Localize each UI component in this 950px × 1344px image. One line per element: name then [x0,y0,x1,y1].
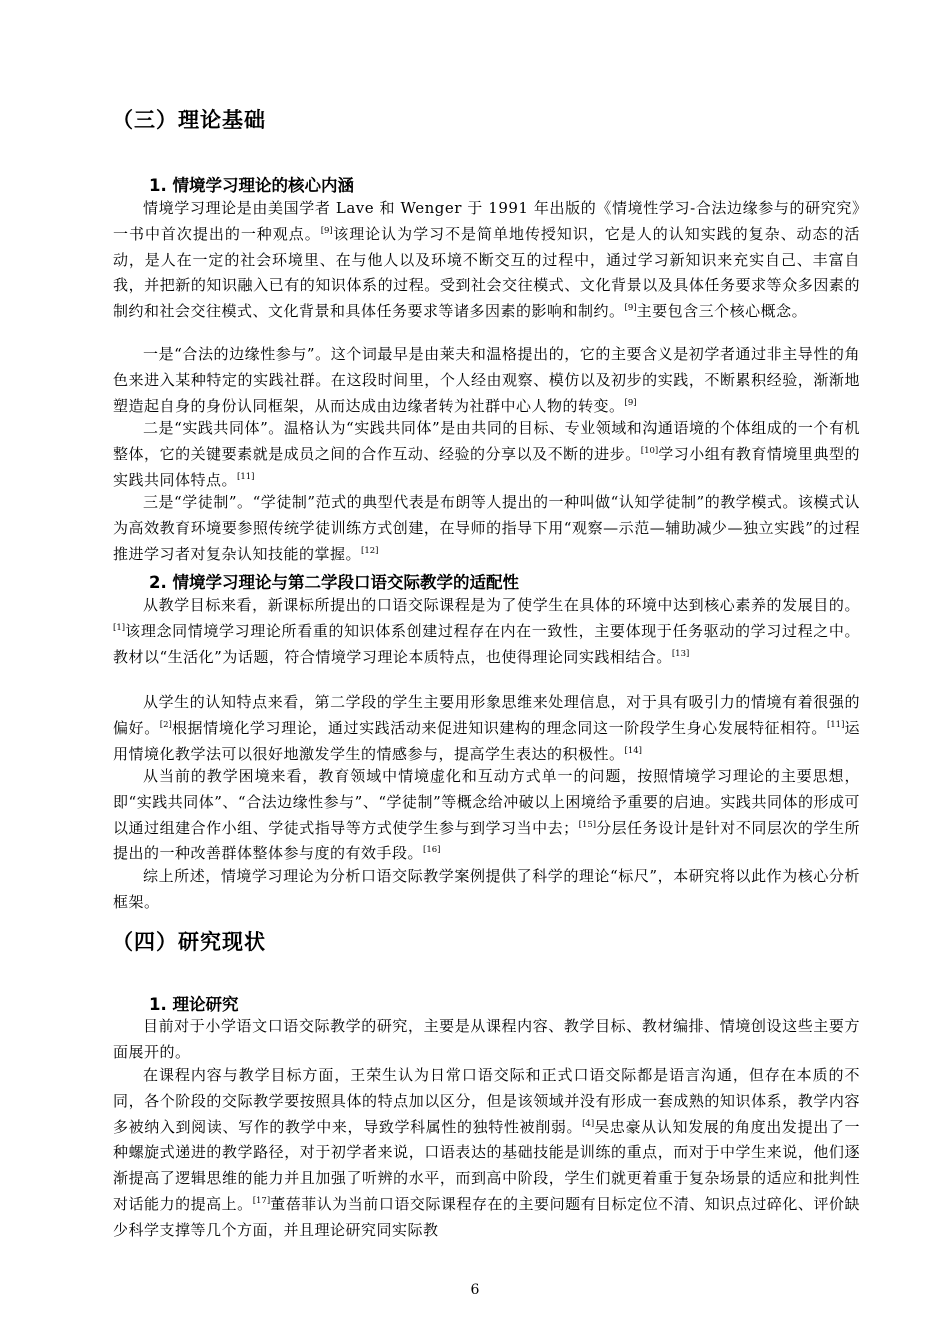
citation-marker: [11] [237,471,255,482]
paragraph-text: 情境学习理论是由美国学者 Lave 和 Wenger 于 1991 年出版的《情境性学习-合法边缘参与的研究究》一书中首次提出的一种观点。 [113,199,860,243]
paragraph-text: 运用情境化教学法可以很好地激发学生的情感参与，提高学生表达的积极性。 [113,718,860,763]
paragraph [113,342,860,419]
citation-marker: [16] [423,845,441,856]
subsection-heading-core-connotation: 1. 情境学习理论的核心内涵 [149,176,354,195]
citation-marker: [4] [582,1118,595,1129]
paragraph [113,490,860,567]
paragraph-text: 一是“合法的边缘性参与”。这个词最早是由莱夫和温格提出的，它的主要含义是初学者通过非主导性的角色来进入某种特定的实践社群。在这段时间里，个人经由观察、模仿以及初步的实践，不断累积经验，渐渐地塑造起自身的身份认同框架，从而达成由边缘者转为社群中心人物的转变。 [113,345,860,415]
paragraph-text: 从教学目标来看，新课标所提出的口语交际课程是为了使学生在具体的环境中达到核心素养的发展目的。 [143,596,860,614]
paragraph-text: 董蓓菲认为当前口语交际课程存在的主要问题有目标定位不清、知识点过碎化、评价缺少科学支撑等几个方面，并且理论研究同实际教 [113,1194,860,1239]
paragraph-text: 从学生的认知特点来看，第二学段的学生主要用形象思维来处理信息，对于具有吸引力的情境有着很强的偏好。 [113,693,860,737]
paragraph [113,1063,860,1244]
paragraph-text: 从当前的教学困境来看，教育领域中情境虚化和互动方式单一的问题，按照情境学习理论的主要思想，即“实践共同体”、“合法边缘性参与”、“学徒制”等概念给冲破以上困境给予重要的启迪。实践共同体的形成可以通过组建合作小组、学徒式指导等方式使学生参与到学习当中去； [113,767,860,837]
paragraph [113,196,860,325]
paragraph-text: 学习小组有教育情境里典型的实践共同体特点。 [113,444,860,489]
paragraph [113,864,860,916]
citation-marker: [13] [671,648,690,659]
page-number: 6 [470,1282,480,1298]
citation-marker: [11] [826,719,845,730]
paragraph-text: 该理论认为学习不是简单地传授知识，它是人的认知实践的复杂、动态的活动，是人在一定的社会环境里、在与他人以及环境不断交互的过程中，通过学习新知识来充实自己、丰富自我，并把新的知识融入已有的知识体系的过程。受到社会交往模式、文化背景以及具体任务要求等众多因素的制约和社会交往模式、文化背景和具体任务要求等诸多因素的影响和制约。 [113,224,860,321]
citation-marker: [12] [361,545,379,556]
paragraph-text: 吴忠豪从认知发展的角度出发提出了一种螺旋式递进的教学路径，对于初学者来说，口语表达的基础技能是训练的重点，而对于中学生来说，他们逐渐提高了逻辑思维的能力并且加强了听辨的水平，而到高中阶段，学生们就更着重于复杂场景的适应和批判性对话能力的提高上。 [113,1117,860,1213]
paragraph-text: 主要包含三个核心概念。 [636,302,808,321]
paragraph-text: 该理念同情境学习理论所看重的知识体系创建过程存在内在一致性，主要体现于任务驱动的学习过程之中。教材以“生活化”为话题，符合情境学习理论本质特点，也使得理论同实践相结合。 [113,621,860,666]
paragraph-text: 三是“学徒制”。“学徒制”范式的典型代表是布朗等人提出的一种叫做“认知学徒制”的教学模式。该模式认为高效教育环境要参照传统学徒训练方式创建，在导师的指导下用“观察—示范—辅助减少—独立实践”的过程推进学习者对复杂认知技能的掌握。 [113,493,860,563]
citation-marker: [10] [640,445,659,456]
paragraph-text: 二是“实践共同体”。温格认为“实践共同体”是由共同的目标、专业领域和沟通语境的个体组成的一个有机整体，它的关键要素就是成员之间的合作互动、经验的分享以及不断的进步。 [113,419,860,463]
paragraph-text: 综上所述，情境学习理论为分析口语交际教学案例提供了科学的理论“标尺”，本研究将以此作为核心分析框架。 [113,867,860,911]
paragraph [113,764,860,867]
citation-marker: [15] [578,819,597,830]
section-heading-research-status: （四）研究现状 [112,929,266,954]
citation-marker: [9] [320,225,333,236]
citation-marker: [9] [624,397,637,408]
citation-marker: [2] [159,719,172,730]
citation-marker: [9] [624,303,637,314]
paragraph-text: 分层任务设计是针对不同层次的学生所提出的一种改善群体整体参与度的有效手段。 [113,818,860,863]
paragraph [113,690,860,767]
paragraph-text: 根据情境化学习理论，通过实践活动来促进知识建构的理念同这一阶段学生身心发展特征相符。 [171,718,827,737]
paragraph [113,416,860,493]
section-heading-theory-basis: （三）理论基础 [112,107,266,132]
paragraph-text: 目前对于小学语文口语交际教学的研究，主要是从课程内容、教学目标、教材编排、情境创设这些主要方面展开的。 [113,1017,860,1061]
subsection-heading-adaptability: 2. 情境学习理论与第二学段口语交际教学的适配性 [149,573,519,592]
paragraph-text: 在课程内容与教学目标方面，王荣生认为日常口语交际和正式口语交际都是语言沟通，但存在本质的不同，各个阶段的交际教学要按照具体的特点加以区分，但是该领域并没有形成一套成熟的知识体系，教学内容多被纳入到阅读、写作的教学中来，导致学科属性的独特性被削弱。 [113,1066,860,1136]
citation-marker: [1] [113,622,126,633]
subsection-heading-theory-research: 1. 理论研究 [149,995,239,1014]
paragraph [113,1014,860,1066]
paragraph [113,593,860,670]
citation-marker: [17] [252,1195,271,1206]
citation-marker: [14] [624,745,642,756]
